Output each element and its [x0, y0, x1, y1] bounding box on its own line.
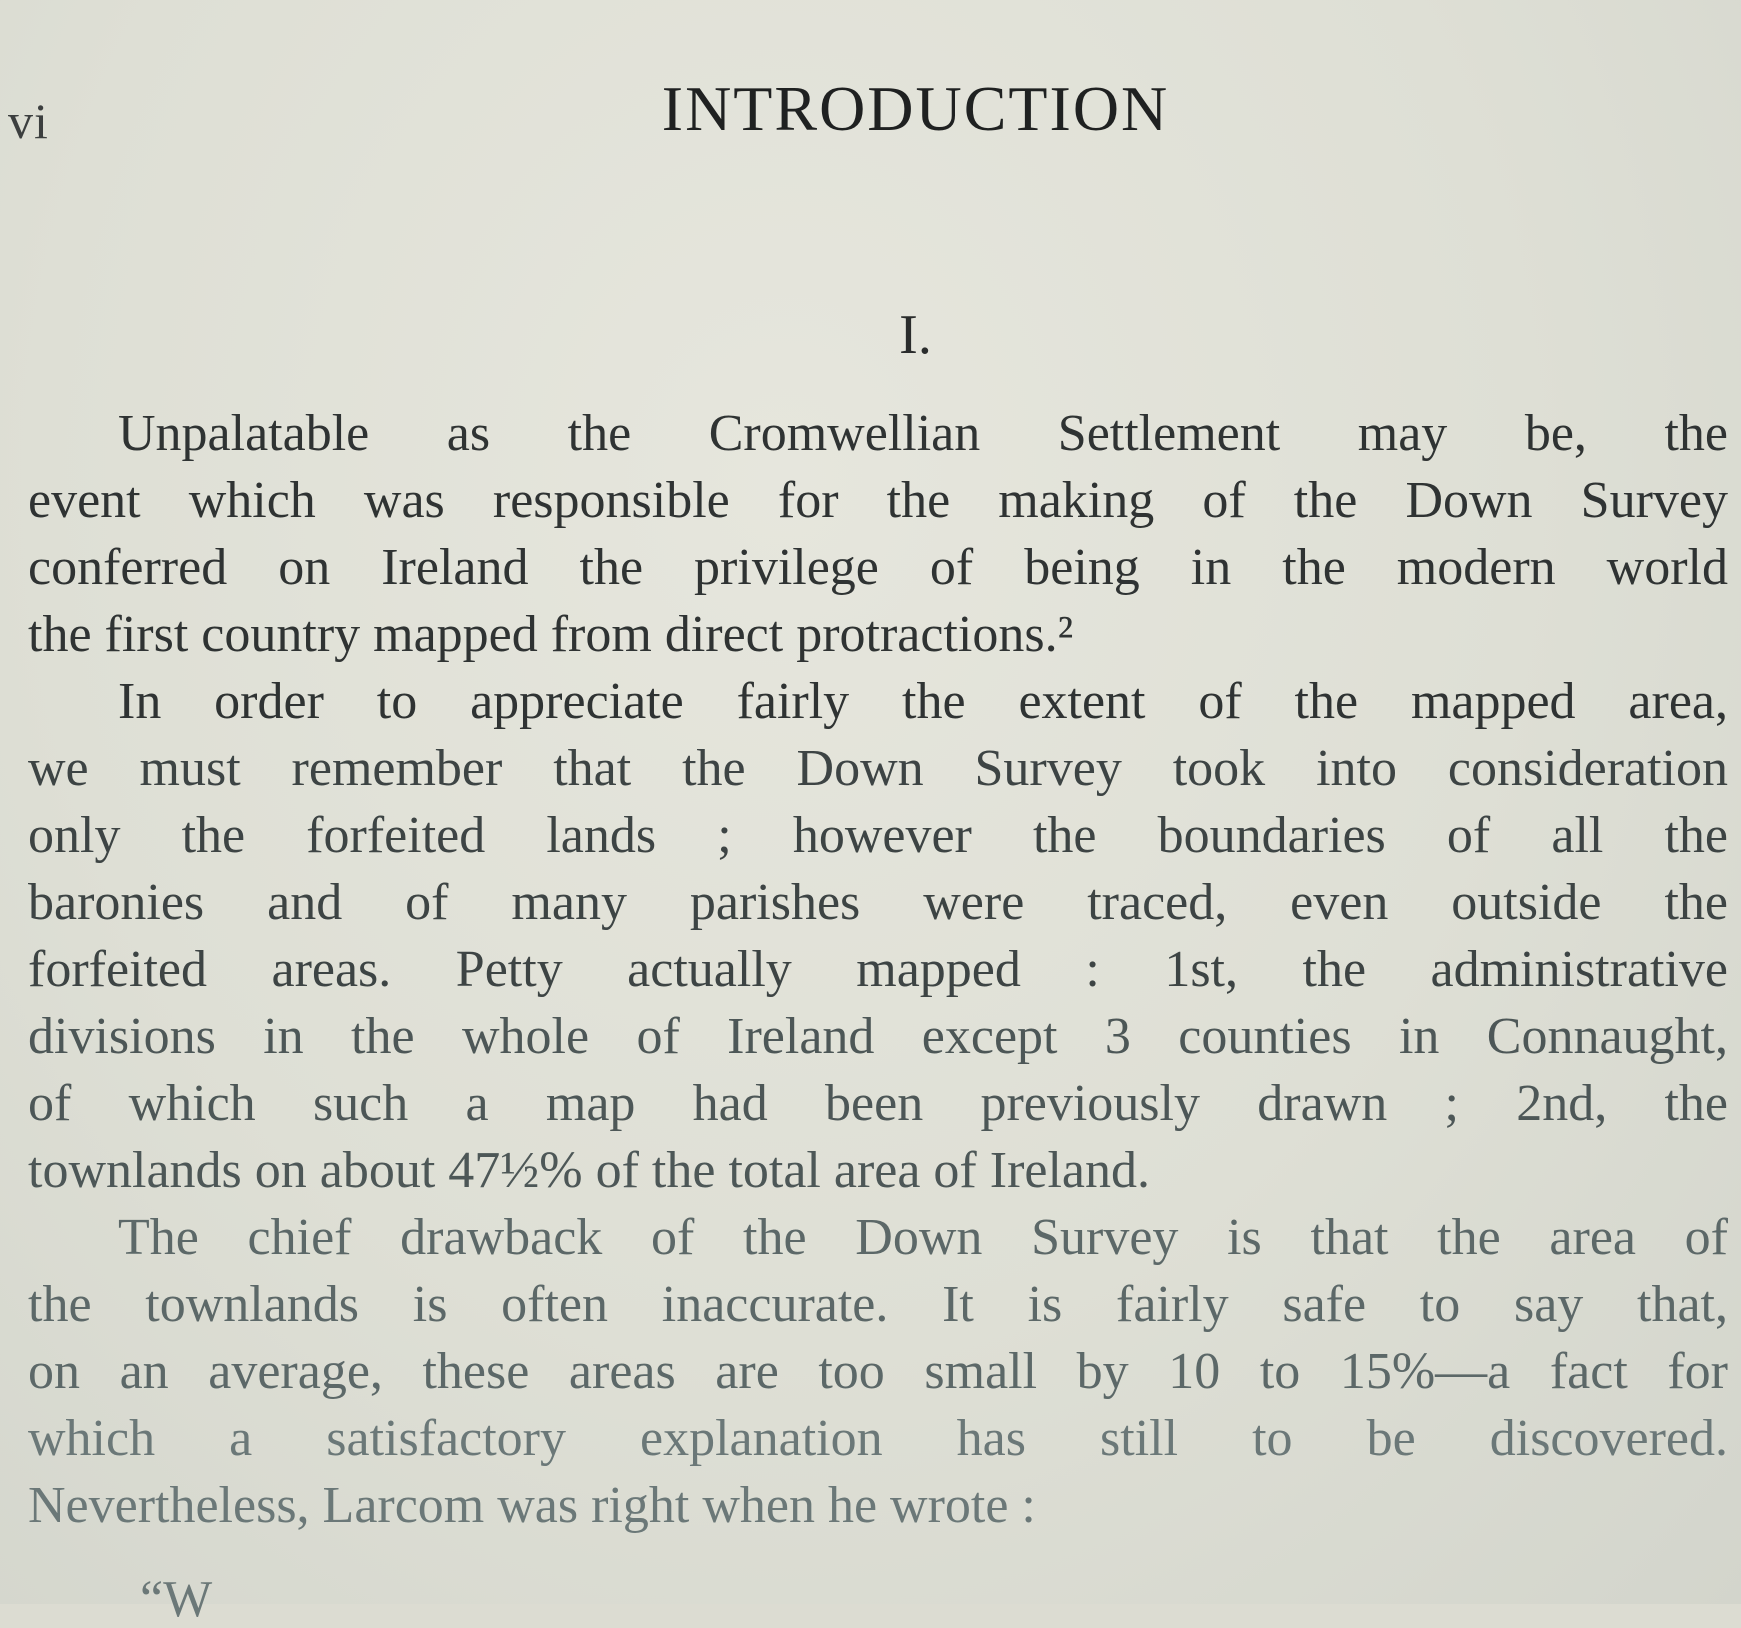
text-line: event which was responsible for the making of the Down Survey [28, 472, 1728, 529]
text-line: of which such a map had been previously drawn ; 2nd, the [28, 1075, 1728, 1132]
paragraph-2 [28, 668, 1728, 1204]
paragraph-1 [28, 400, 1728, 668]
text-line: the townlands is often inaccurate. It is fairly safe to say that, [28, 1276, 1728, 1333]
text-line: only the forfeited lands ; however the boundaries of all the [28, 807, 1728, 864]
page-number: vi [8, 93, 49, 149]
text-line: forfeited areas. Petty actually mapped : 1st, the administrative [28, 941, 1728, 998]
text-line: Nevertheless, Larcom was right when he wrote : [28, 1477, 1036, 1534]
text-line: townlands on about 47½% of the total area of Ireland. [28, 1142, 1150, 1199]
text-line: we must remember that the Down Survey took into consideration [28, 740, 1728, 797]
text-line: baronies and of many parishes were traced, even outside the [28, 874, 1728, 931]
text-line: conferred on Ireland the privilege of being in the modern world [28, 539, 1728, 596]
text-line: Unpalatable as the Cromwellian Settlement may be, the [118, 405, 1728, 462]
text-line: the first country mapped from direct protractions.² [28, 606, 1074, 663]
text-line: on an average, these areas are too small by 10 to 15%—a fact for [28, 1343, 1728, 1400]
text-line: which a satisfactory explanation has still to be discovered. [28, 1410, 1728, 1467]
text-line: The chief drawback of the Down Survey is that the area of [118, 1209, 1728, 1266]
text-line: In order to appreciate fairly the extent of the mapped area, [118, 673, 1728, 730]
paragraph-3 [28, 1204, 1728, 1539]
section-number: I. [899, 304, 932, 366]
running-head: INTRODUCTION [661, 73, 1170, 144]
body-text [28, 400, 1728, 1539]
text-line: divisions in the whole of Ireland except 3 counties in Connaught, [28, 1008, 1728, 1065]
cut-off-quotation: “W [140, 1571, 213, 1628]
